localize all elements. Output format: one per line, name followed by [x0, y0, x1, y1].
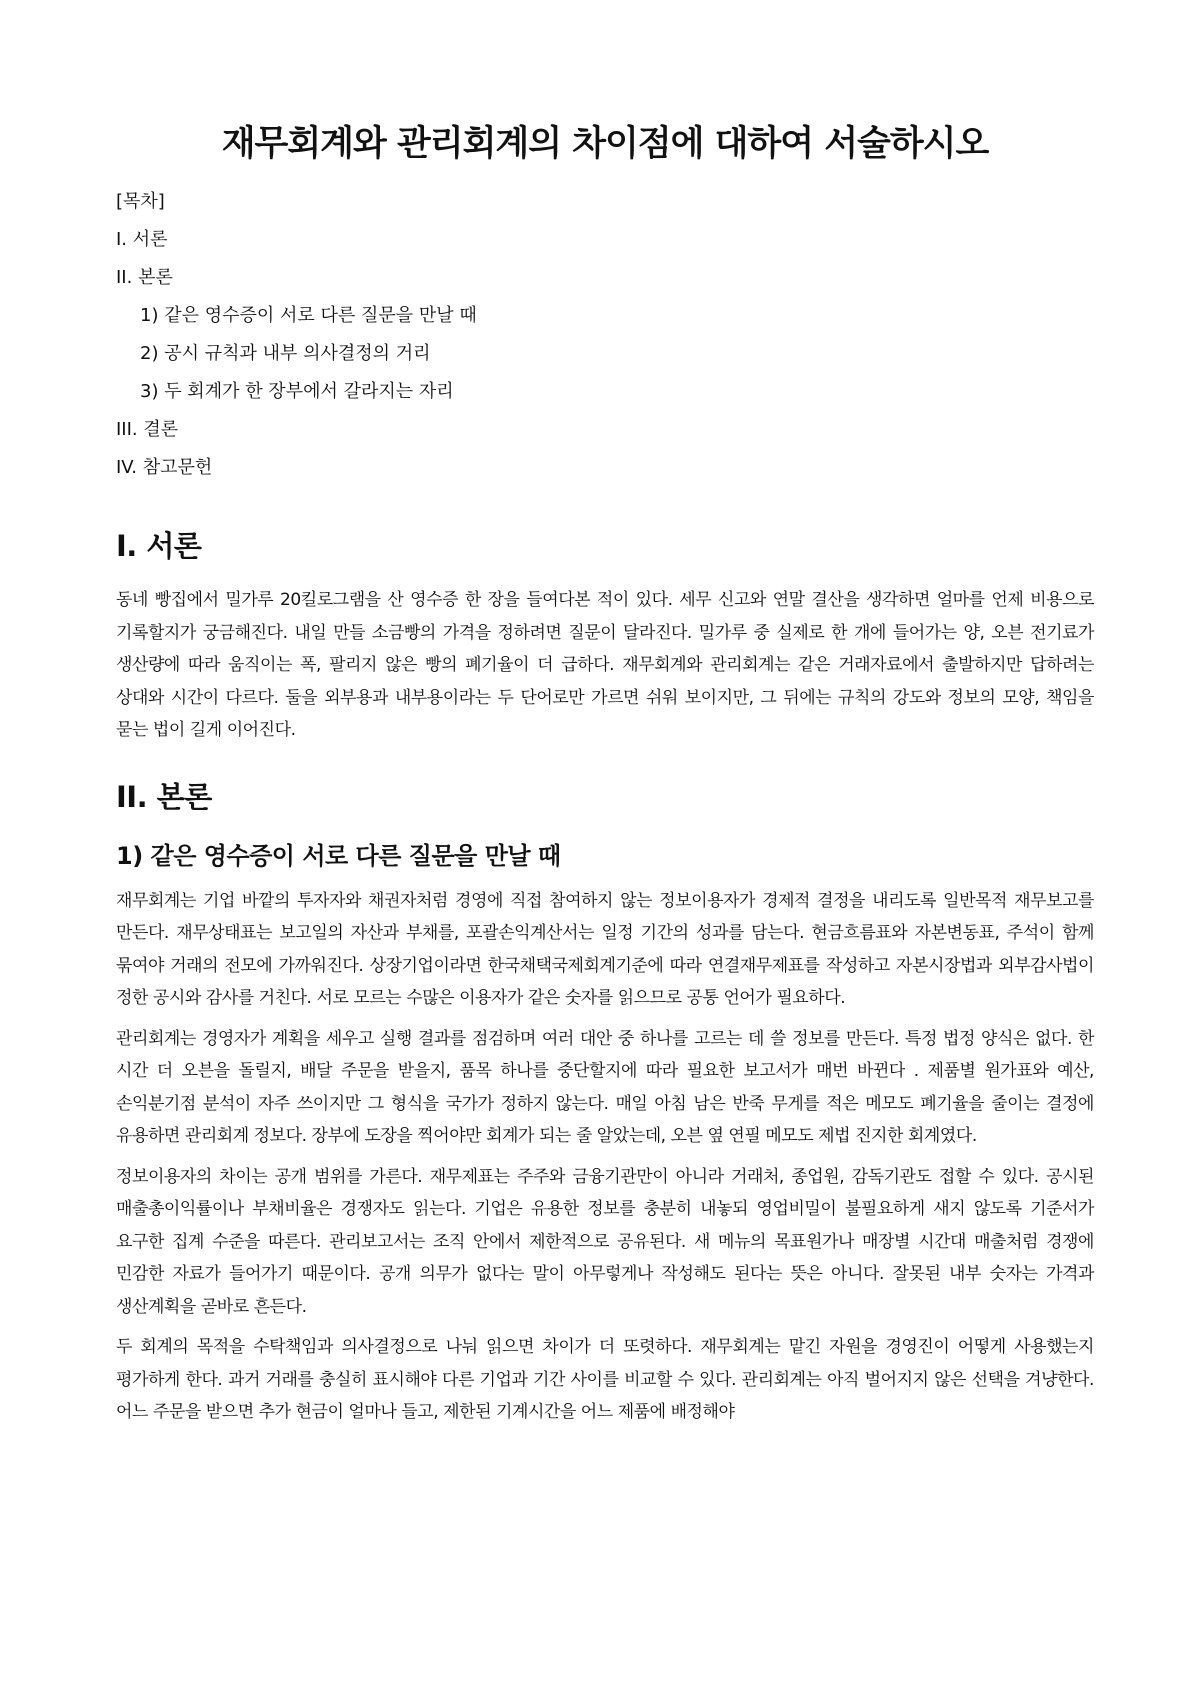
section-heading-intro: I. 서론 [116, 529, 202, 563]
table-of-contents [116, 190, 1094, 494]
toc-item: I. 서론 [116, 229, 168, 250]
toc-item: 1) 같은 영수증이 서로 다른 질문을 만날 때 [140, 305, 477, 326]
paragraph: 정보이용자의 차이는 공개 범위를 가른다. 재무제표는 주주와 금융기관만이 아니라 거래처, 종업원, 감독기관도 접할 수 있다. 공시된 매출총이익률이나 부채비율은 경쟁자도 읽는다. 기업은 유용한 정보를 충분히 내놓되 영업비밀이 불필요하게 새지 않도록 기준서가 요구한 집계 수준을 따른다. 관리보고서는 조직 안에서 제한적으로 공유된다. 새 메뉴의 목표원가나 매장별 시간대 매출처럼 경쟁에 민감한 자료가 들어가기 때문이다. 공개 의무가 없다는 말이 아무렇게나 작성해도 된다는 뜻은 아니다. 잘못된 내부 숫자는 가격과 생산계획을 곧바로 흔든다. [116, 1166, 1094, 1317]
subsection-heading: 1) 같은 영수증이 서로 다른 질문을 만날 때 [116, 841, 561, 870]
toc-item: 3) 두 회계가 한 장부에서 갈라지는 자리 [140, 381, 454, 402]
paragraph: 재무회계는 기업 바깥의 투자자와 채권자처럼 경영에 직접 참여하지 않는 정보이용자가 경제적 결정을 내리도록 일반목적 재무보고를 만든다. 재무상태표는 보고일의 자산과 부채를, 포괄손익계산서는 일정 기간의 성과를 담는다. 현금흐름표와 자본변동표, 주석이 함께 묶여야 거래의 전모에 가까워진다. 상장기업이라면 한국채택국제회계기준에 따라 연결재무제표를 작성하고 자본시장법과 외부감사법이 정한 공시와 감사를 거친다. 서로 모르는 수많은 이용자가 같은 숫자를 읽으므로 공통 언어가 필요하다. [116, 890, 1094, 1008]
document-title: 재무회계와 관리회계의 차이점에 대하여 서술하시오 [221, 124, 989, 164]
toc-item: 2) 공시 규칙과 내부 의사결정의 거리 [140, 343, 431, 364]
toc-item: IV. 참고문헌 [116, 457, 213, 478]
toc-heading: [목차] [116, 191, 165, 212]
paragraph: 동네 빵집에서 밀가루 20킬로그램을 산 영수증 한 장을 들여다본 적이 있다. 세무 신고와 연말 결산을 생각하면 얼마를 언제 비용으로 기록할지가 궁금해진다. 내일 만들 소금빵의 가격을 정하려면 질문이 달라진다. 밀가루 중 실제로 한 개에 들어가는 양, 오븐 전기료가 생산량에 따라 움직이는 폭, 팔리지 않은 빵의 폐기율이 더 급하다. 재무회계와 관리회계는 같은 거래자료에서 출발하지만 답하려는 상대와 시간이 다르다. 둘을 외부용과 내부용이라는 두 단어로만 가르면 쉬워 보이지만, 그 뒤에는 규칙의 강도와 정보의 모양, 책임을 묻는 법이 길게 이어진다. [116, 590, 1094, 740]
section-heading-body: II. 본론 [116, 779, 212, 814]
toc-item: II. 본론 [116, 267, 173, 288]
paragraph: 관리회계는 경영자가 계획을 세우고 실행 결과를 점검하며 여러 대안 중 하나를 고르는 데 쓸 정보를 만든다. 특정 법정 양식은 없다. 한 시간 더 오븐을 돌릴지, 배달 주문을 받을지, 품목 하나를 중단할지에 따라 필요한 보고서가 매번 바뀐다 . 제품별 원가표와 예산, 손익분기점 분석이 자주 쓰이지만 그 형식을 국가가 정하지 않는다. 매일 아침 남은 반죽 무게를 적은 메모도 폐기율을 줄이는 결정에 유용하면 관리회계 정보다. 장부에 도장을 찍어야만 회계가 되는 줄 알았는데, 오븐 옆 연필 메모도 제법 진지한 회계였다. [116, 1028, 1094, 1146]
toc-item: III. 결론 [116, 419, 179, 440]
paragraph: 두 회계의 목적을 수탁책임과 의사결정으로 나눠 읽으면 차이가 더 또렷하다. 재무회계는 맡긴 자원을 경영진이 어떻게 사용했는지 평가하게 한다. 과거 거래를 충실히 표시해야 다른 기업과 기간 사이를 비교할 수 있다. 관리회계는 아직 벌어지지 않은 선택을 겨냥한다. 어느 주문을 받으면 추가 현금이 얼마나 들고, 제한된 기계시간을 어느 제품에 배정해야 [116, 1337, 1094, 1422]
